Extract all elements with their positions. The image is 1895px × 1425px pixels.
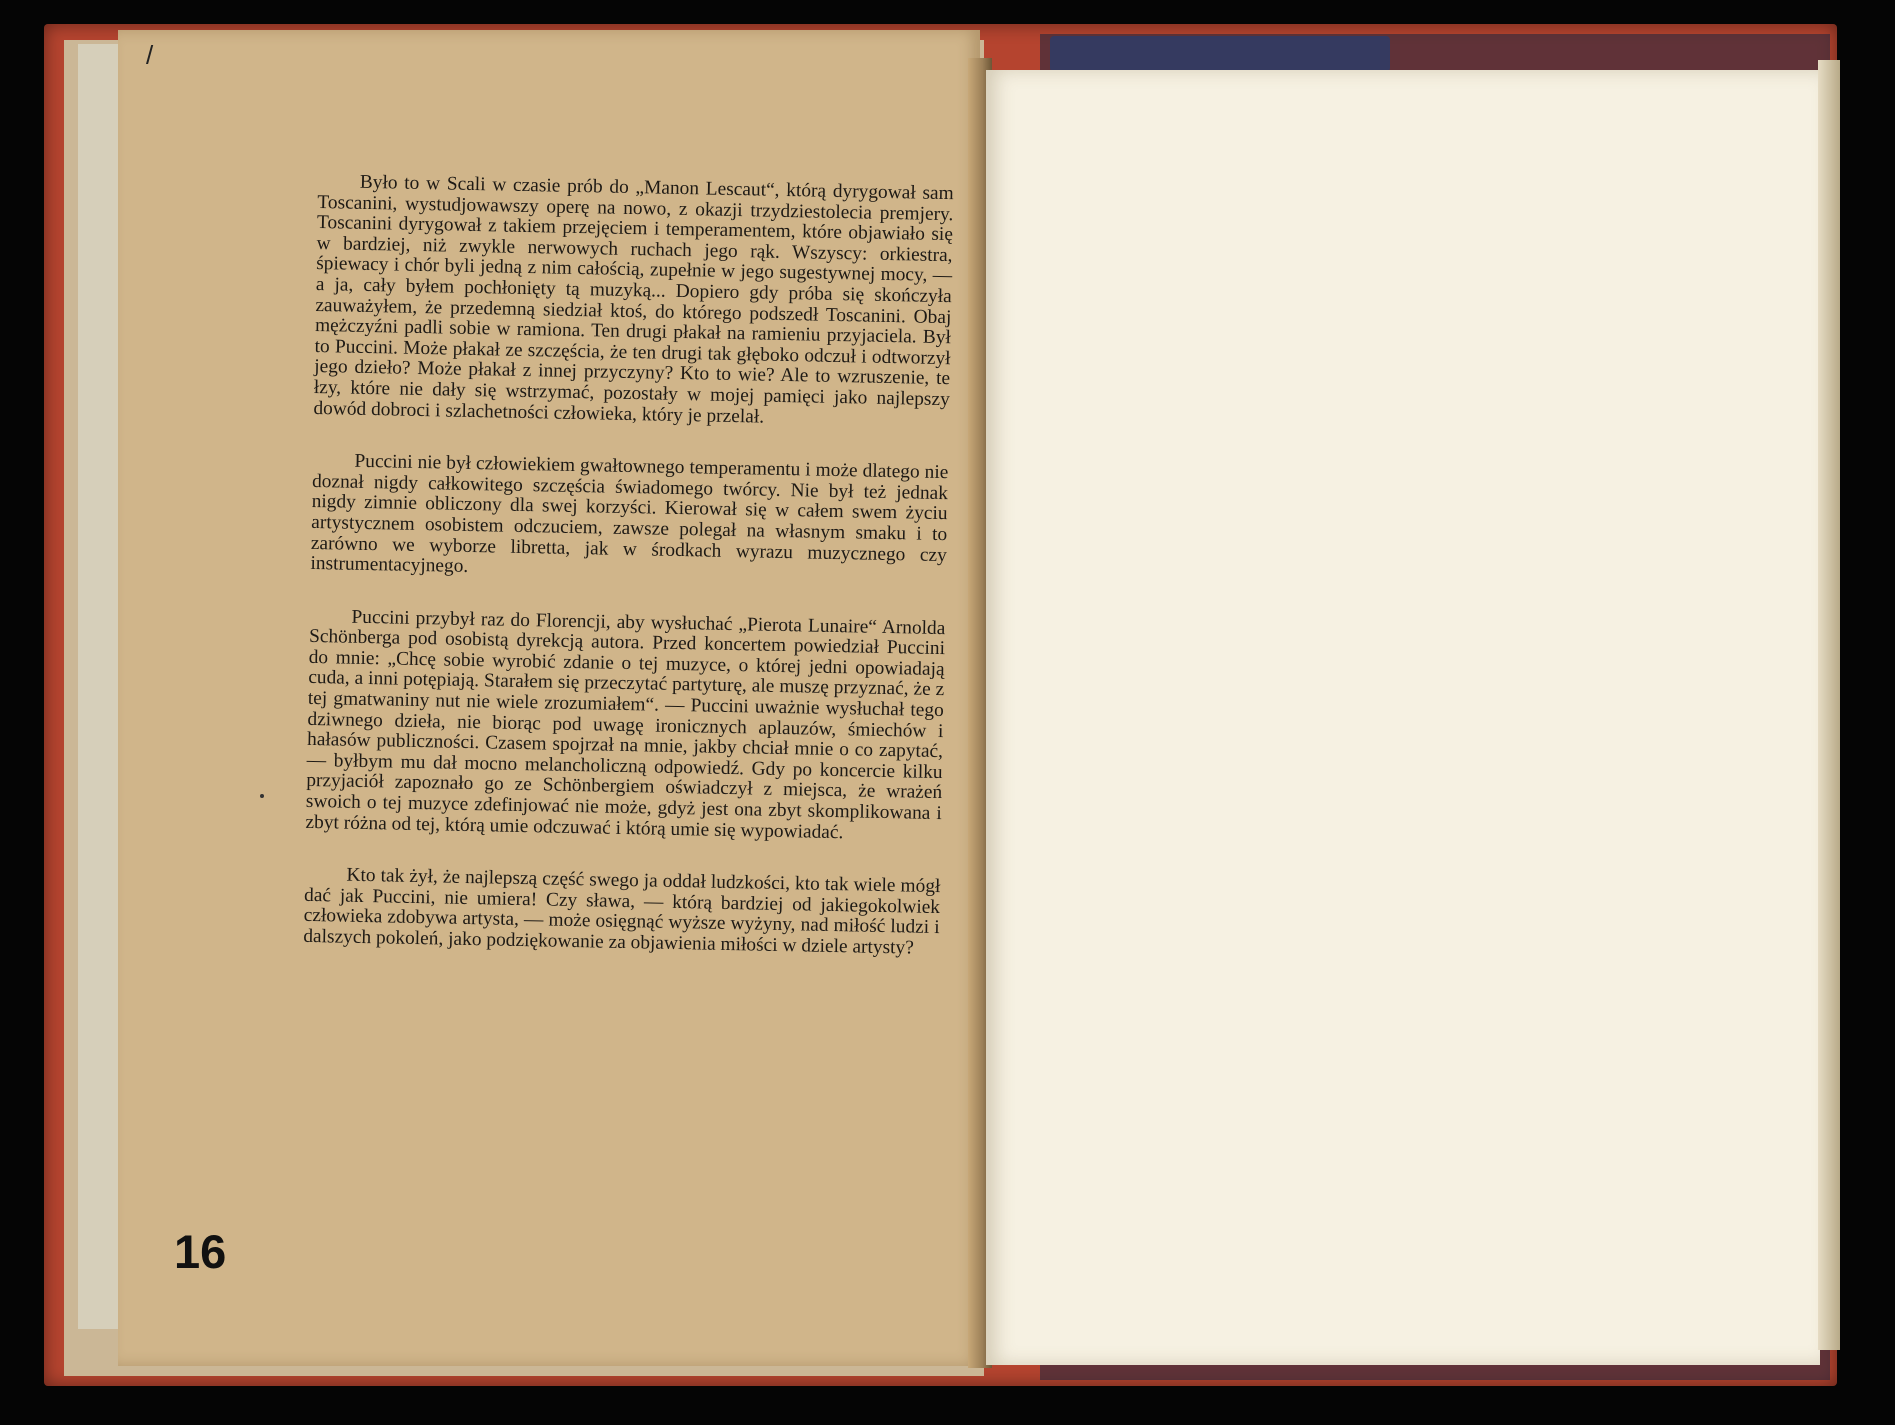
paragraph-3: Puccini przybył raz do Florencji, aby wysłuchać „Pierota Lunaire“ Arnolda Schönberga pod osobistą dyrekcją autora. Przed koncertem powiedział Puccini do mnie: „Chcę sobie wyrobić zdanie o tej muzyce, o której jedni opowiadają cuda, a inni potępiają. Starałem się przeczytać partyturę, ale muszę przyznać, że z tej gmatwaniny nut nie wiele zrozumiałem“. — Puccini uważnie wysłuchał tego dziwnego dzieła, nie biorąc pod uwagę ironicznych aplauzów, śmiechów i hałasów publiczności. Czasem spojrzał na mnie, jakby chciał mnie o co zapytać, — byłbym mu dał mocno melancholiczną odpowiedź. Gdy po koncercie kilku przyjaciół zapoznało go ze Schönbergiem oświadczył z miejsca, że wrażeń swoich o tej muzyce zdefinjować nie może, gdyż jest ona zbyt skomplikowana i zbyt różna od tej, którą umie odczuwać i którą umie się wypowiadać. [305, 606, 946, 843]
paragraph-2: Puccini nie był człowiekiem gwałtownego temperamentu i może dlatego nie doznał nigdy całkowitego szczęścia świadomego twórcy. Nie był też jednak nigdy zimnie obliczony dla swej korzyści. Kierował się w całem swem życiu artystycznem osobistem odczuciem, zawsze polegał na własnym smaku i to zarówno we wyborze libretta, jak w środkach wyrazu muzycznego czy instrumentacyjnego. [310, 450, 949, 578]
paragraph-4: Kto tak żył, że najlepszą część swego ja oddał ludzkości, kto tak wiele mógł dać jak Puccini, nie umiera! Czy sława, — którą bardziej od jakiegokolwiek człowieka zdobywa artysta, — może osięgnąć wyższe wyżyny, nad miłość ludzi i dalszych pokoleń, jako podziękowanie za objawienia miłości w dziele artysty? [303, 864, 941, 959]
right-page-blank [986, 70, 1820, 1365]
paper-tab-top [1050, 36, 1390, 72]
page-number: 16 [174, 1225, 227, 1278]
corner-mark: / [146, 40, 154, 70]
paragraph-1: Było to w Scali w czasie prób do „Manon Lescaut“, którą dyrygował sam Toscanini, wystudjowawszy operę na nowo, z okazji trzydziestolecia premjery. Toscanini dyrygował z takiem przejęciem i temperamentem, które objawiało się w bardziej, niż zwykle nerwowych ruchach jego rąk. Wszyscy: orkiestra, śpiewacy i chór byli jedną z nim całością, zupełnie w jego sugestywnej mocy, — a ja, cały byłem pochłonięty tą muzyką... Dopiero gdy próba się skończyła zauważyłem, że przedemną siedział ktoś, do którego podszedł Toscanini. Obaj mężczyźni padli sobie w ramiona. Ten drugi płakał na ramieniu przyjaciela. Był to Puccini. Może płakał ze szczęścia, że ten drugi tak głęboko odczuł i odtworzył jego dzieło? Może płakał z innej przyczyny? Kto to wie? Ale to wzruszenie, te łzy, które nie dały się wstrzymać, pozostały w mojej pamięci jako najlepszy dowód dobroci i szlachetności człowieka, który je przelał. [313, 171, 954, 428]
page-edges [1818, 60, 1840, 1350]
ink-dot [260, 794, 264, 798]
article-text [303, 172, 954, 960]
